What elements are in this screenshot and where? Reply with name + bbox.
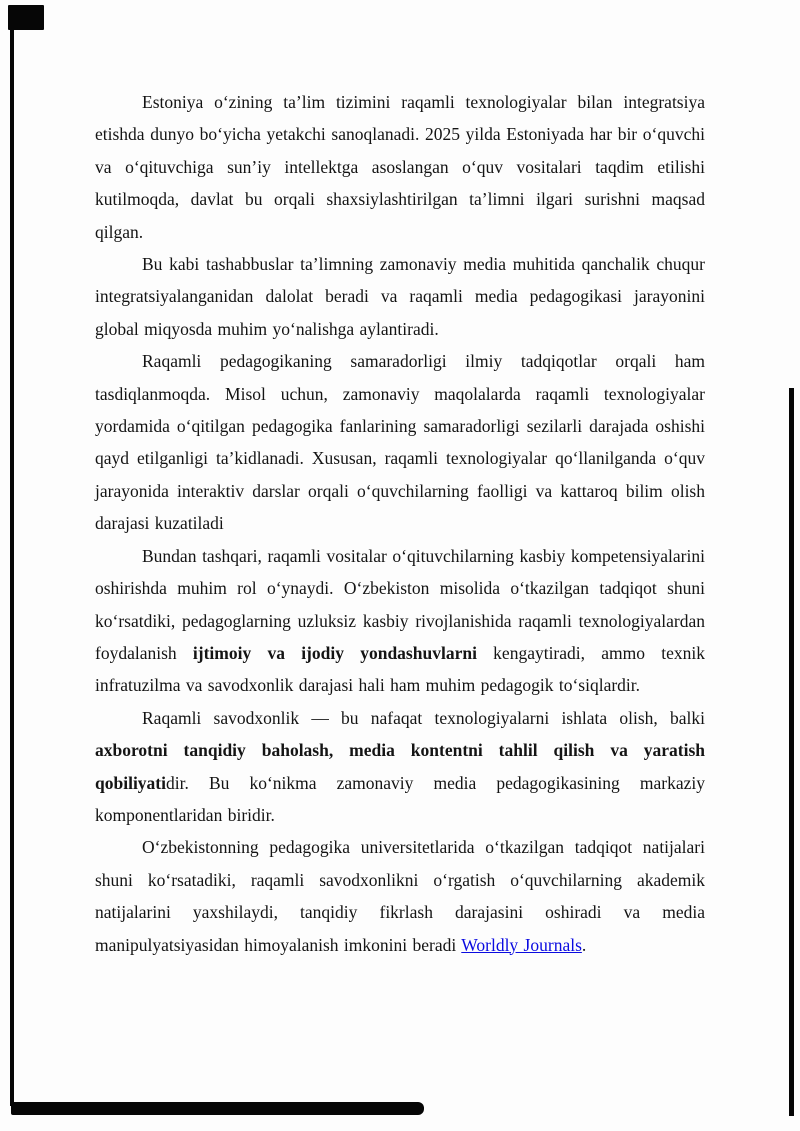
worldly-journals-link[interactable]: Worldly Journals [461, 934, 582, 955]
text-run: dir. Bu ko‘nikma zamonaviy media pedagogikasining markaziy komponentlaridan biridir. [95, 772, 705, 825]
scan-artifact-right-edge [789, 388, 794, 1116]
text-run: Bundan tashqari, raqamli vositalar o‘qituvchilarning kasbiy kompetensiyalarini oshirishda muhim rol o‘ynaydi. O‘zbekiston misolida o‘tkazilgan tadqiqot shuni ko‘rsatdiki, pedagoglarning uzluksiz kasbiy rivojlanishida raqamli texnologiyalardan foydalanish [95, 545, 705, 663]
text-run: kengaytiradi, ammo texnik infratuzilma va savodxonlik darajasi hali ham muhim pedagogik to‘siqlardir. [95, 642, 705, 696]
text-run: Raqamli pedagogikaning samaradorligi ilmiy tadqiqotlar orqali ham tasdiqlanmoqda. Misol uchun, zamonaviy maqolalarda raqamli texnologiyalar yordamida o‘qitilgan pedagogika fanlarining samaradorligi sezilarli darajada oshishi qayd etilganligi ta’kidlanadi. Xususan, raqamli texnologiyalar qo‘llanilganda o‘quv jarayonida interaktiv darslar orqali o‘quvchilarning faolligi va kattaroq bilim olish darajasi kuzatiladi [95, 351, 705, 534]
document-text-body [95, 86, 705, 961]
scan-artifact-left-edge [10, 27, 14, 1106]
paragraph [95, 248, 705, 345]
paragraph [95, 831, 705, 961]
paragraph [95, 702, 705, 832]
bold-text-run: ijtimoiy va ijodiy yondashuvlarni [192, 642, 477, 663]
text-run: Bu kabi tashabbuslar ta’limning zamonaviy media muhitida qanchalik chuqur integratsiyalanganidan dalolat beradi va raqamli media pedagogikasi jarayonini global miqyosda muhim yo‘nalishga aylantiradi. [95, 254, 705, 339]
paragraph [95, 86, 705, 248]
paragraph [95, 345, 705, 539]
paragraph [95, 540, 705, 702]
text-run: O‘zbekistonning pedagogika universitetlarida o‘tkazilgan tadqiqot natijalari shuni ko‘rsatadiki, raqamli savodxonlikni o‘rgatish o‘quvchilarning akademik natijalarini yaxshilaydi, tanqidiy fikrlash darajasini oshiradi va media manipulyatsiyasidan himoyalanish imkonini beradi [95, 837, 705, 955]
text-run: Estoniya o‘zining ta’lim tizimini raqamli texnologiyalar bilan integratsiya etishda dunyo bo‘yicha yetakchi sanoqlanadi. 2025 yilda Estoniyada har bir o‘quvchi va o‘qituvchiga sun’iy intellektga asoslangan o‘quv vositalari taqdim etilishi kutilmoqda, davlat bu orqali shaxsiylashtirilgan ta’limni ilgari surishni maqsad qilgan. [95, 92, 705, 242]
scan-artifact-bottom-edge [11, 1102, 424, 1115]
text-run: . [581, 934, 587, 955]
bold-text-run: axborotni tanqidiy baholash, media kontentni tahlil qilish va yaratish qobiliyati [95, 740, 705, 793]
text-run: Raqamli savodxonlik — bu nafaqat texnologiyalarni ishlata olish, balki [142, 707, 705, 728]
